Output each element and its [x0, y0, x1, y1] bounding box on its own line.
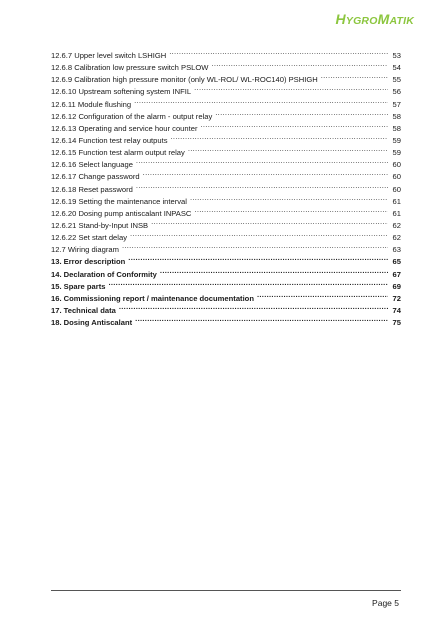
logo-letter-h: H	[335, 11, 346, 27]
page-number: Page 5	[372, 598, 399, 608]
toc-entry-title: 17. Technical data	[51, 305, 116, 315]
toc-entry-title: 12.6.12 Configuration of the alarm - output relay	[51, 111, 213, 121]
toc-entry-title: 12.6.20 Dosing pump antiscalant INPASC	[51, 208, 192, 218]
toc-dot-leader	[194, 204, 388, 216]
toc-entry-title: 16. Commissioning report / maintenance documentation	[51, 293, 254, 303]
toc-entry-page: 60	[392, 160, 401, 170]
toc-dot-leader	[169, 46, 388, 58]
toc-entry-title: 12.6.15 Function test alarm output relay	[51, 148, 185, 158]
toc-entry-page: 55	[392, 75, 401, 85]
toc-dot-leader	[130, 228, 388, 240]
toc-dot-leader	[194, 82, 388, 94]
toc-entry-page: 58	[392, 123, 401, 133]
toc-dot-leader	[136, 180, 388, 192]
toc-dot-leader	[108, 277, 388, 289]
toc-entry-page: 62	[392, 220, 401, 230]
toc-entry-page: 65	[392, 257, 401, 267]
toc-entry-title: 12.6.21 Stand-by-Input INSB	[51, 220, 149, 230]
toc-dot-leader	[257, 289, 388, 301]
toc-entry-page: 56	[392, 87, 401, 97]
toc-dot-leader	[122, 240, 388, 252]
table-of-contents	[51, 46, 401, 328]
toc-entry-page: 62	[392, 233, 401, 243]
hygromatik-logo	[336, 11, 414, 29]
logo-text-ygro: YGRO	[345, 15, 378, 27]
toc-dot-leader	[128, 252, 388, 264]
toc-dot-leader	[151, 216, 388, 228]
toc-entry-title: 12.6.16 Select language	[51, 160, 133, 170]
toc-entry-title: 14. Declaration of Conformity	[51, 269, 157, 279]
toc-dot-leader	[211, 58, 388, 70]
toc-entry-title: 12.6.7 Upper level switch LSHIGH	[51, 51, 167, 60]
toc-entry-title: 12.6.11 Module flushing	[51, 99, 132, 109]
toc-entry-page: 72	[392, 293, 401, 303]
toc-entry-title: 15. Spare parts	[51, 281, 106, 291]
toc-dot-leader	[143, 167, 388, 179]
toc-entry-title: 12.6.8 Calibration low pressure switch PSLOW	[51, 63, 209, 73]
toc-entry-page: 54	[392, 63, 401, 73]
toc-dot-leader	[200, 119, 388, 131]
toc-entry-title: 18. Dosing Antiscalant	[51, 318, 133, 328]
toc-dot-leader	[188, 143, 388, 155]
toc-dot-leader	[160, 265, 388, 277]
toc-entry-page: 59	[392, 135, 401, 145]
toc-entry-title: 12.6.17 Change password	[51, 172, 140, 182]
toc-entry-page: 60	[392, 184, 401, 194]
toc-entry-page: 61	[392, 196, 401, 206]
toc-dot-leader	[215, 107, 388, 119]
toc-dot-leader	[136, 155, 388, 167]
toc-entry-page: 58	[392, 111, 401, 121]
toc-entry-title: 12.6.10 Upstream softening system INFIL	[51, 87, 192, 97]
toc-entry-page: 67	[392, 269, 401, 279]
toc-entry-title: 12.6.19 Setting the maintenance interval	[51, 196, 187, 206]
toc-entry-page: 61	[392, 208, 401, 218]
toc-entry-title: 12.7 Wiring diagram	[51, 245, 119, 255]
toc-dot-leader	[119, 301, 388, 313]
toc-entry-title: 12.6.14 Function test relay outputs	[51, 135, 168, 145]
toc-dot-leader	[135, 313, 388, 325]
logo-text-atik: ATIK	[389, 15, 414, 27]
toc-entry-title: 12.6.13 Operating and service hour counter	[51, 123, 198, 133]
toc-dot-leader	[171, 131, 388, 143]
toc-entry-title: 12.6.22 Set start delay	[51, 233, 127, 243]
footer-divider	[51, 590, 401, 591]
toc-entry-page: 53	[392, 51, 401, 60]
toc-entry-page: 60	[392, 172, 401, 182]
toc-entry-page: 74	[392, 305, 401, 315]
toc-entry[interactable]	[51, 46, 401, 58]
logo-letter-m: M	[377, 11, 390, 27]
toc-entry-page: 69	[392, 281, 401, 291]
toc-entry-page: 59	[392, 148, 401, 158]
toc-entry-page: 63	[392, 245, 401, 255]
toc-entry-page: 57	[392, 99, 401, 109]
toc-dot-leader	[321, 70, 388, 82]
toc-dot-leader	[190, 192, 388, 204]
toc-entry-title: 12.6.9 Calibration high pressure monitor (only WL-ROL/ WL-ROC140) PSHIGH	[51, 75, 318, 85]
toc-entry-page: 75	[392, 318, 401, 328]
toc-dot-leader	[134, 95, 388, 107]
toc-entry-title: 12.6.18 Reset password	[51, 184, 133, 194]
toc-entry-title: 13. Error description	[51, 257, 126, 267]
